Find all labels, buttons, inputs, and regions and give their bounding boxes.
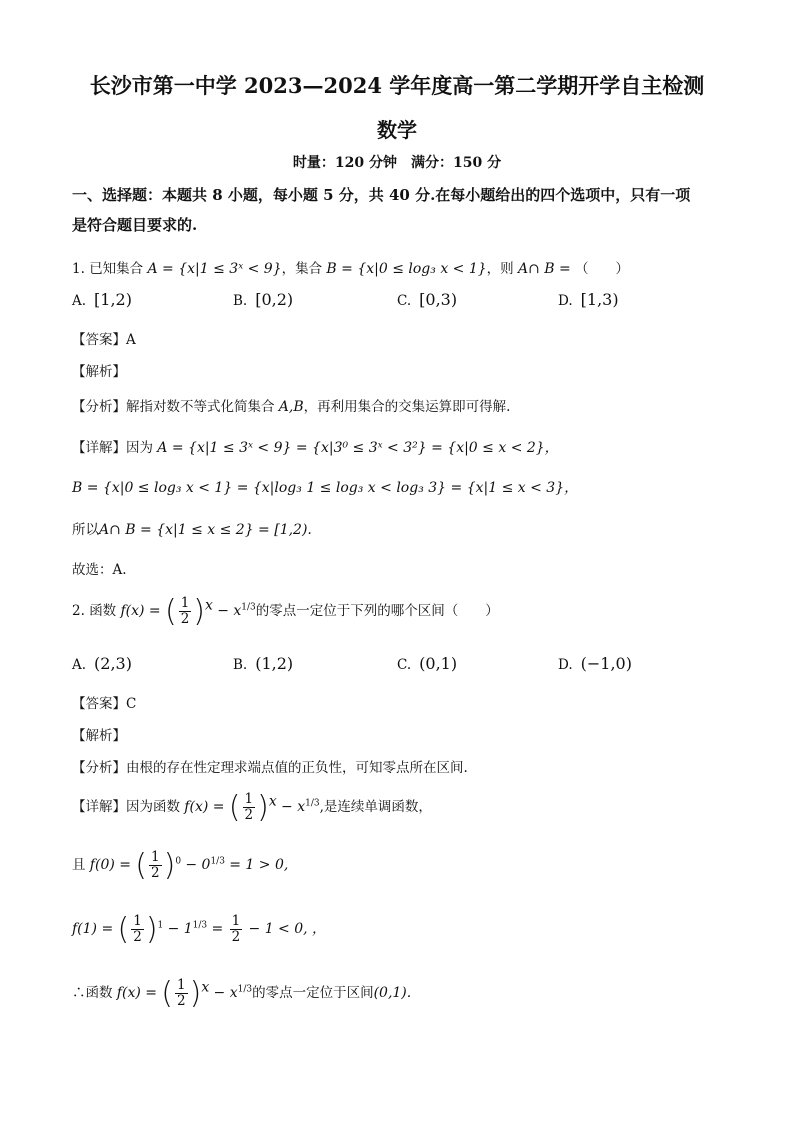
section-heading-line2: 是符合题目要求的. xyxy=(72,216,198,234)
q2-fenxi xyxy=(72,756,468,776)
q2-option-a[interactable] xyxy=(72,654,132,673)
option-letter: B. xyxy=(233,293,248,309)
q1-option-a[interactable] xyxy=(72,290,132,309)
fenxi-text: 由根的存在性定理求端点值的正负性，可知零点所在区间. xyxy=(126,760,468,776)
option-letter: C. xyxy=(397,657,412,673)
detail-math-end: − 1 < 0, ， xyxy=(248,921,327,937)
detail-label: 【详解】 xyxy=(72,440,126,456)
q1-option-d[interactable] xyxy=(558,290,619,309)
answer-label: 【答案】 xyxy=(72,332,126,348)
option-letter: D. xyxy=(558,293,573,309)
q1-stem xyxy=(72,257,629,277)
detail-text: ∴函数 xyxy=(72,985,113,1001)
q1-choose: 故选：A. xyxy=(72,562,127,578)
detail-text: 因为 xyxy=(126,440,153,456)
page-title: 长沙市第一中学 2023—2024 学年度高一第二学期开学自主检测 xyxy=(89,73,705,98)
q1-blank: （ ） xyxy=(575,261,630,277)
option-letter: D. xyxy=(558,657,573,673)
option-value: [1,2) xyxy=(94,290,132,309)
time-and-score: 时量：120 分钟 满分：150 分 xyxy=(292,155,502,171)
option-value: [0,3) xyxy=(419,290,458,309)
q1-fenxi xyxy=(72,395,510,415)
option-value: [0,2) xyxy=(255,290,294,309)
subject-title: 数学 xyxy=(377,118,417,142)
detail-text: 且 xyxy=(72,857,86,873)
q2-detail-line2: 且 f(0) = ( $\frac{1}{2}$ )$^0 - 0^{1/3} = 1 > 0$, xyxy=(72,848,289,883)
q2-suffix: 的零点一定位于下列的哪个区间（ ） xyxy=(255,603,499,619)
answer-value: A xyxy=(126,332,136,348)
detail-math: A = {x|1 ≤ 3ˣ < 9} = {x|3⁰ ≤ 3ˣ < 3²} = {x|0 ≤ x < 2}， xyxy=(157,440,559,456)
fenxi-label: 【分析】 xyxy=(72,399,126,415)
q1-detail-line3 xyxy=(72,518,312,538)
q2-detail-line3: f(1) = ( $\frac{1}{2}$ )$^1 - 1^{1/3}$ = $\frac{1}{2}$ − 1 < 0, ， xyxy=(72,912,327,947)
q1-detail-line2 xyxy=(72,477,578,497)
section-heading-line1: 一、选择题：本题共 8 小题，每小题 5 分，共 40 分.在每小题给出的四个选项中，只有一项 xyxy=(72,186,691,204)
detail-label: 【详解】 xyxy=(72,799,126,815)
fenxi-text: 解指对数不等式化简集合 xyxy=(126,399,275,415)
q1-mid: ，集合 xyxy=(281,261,323,277)
detail-interval: (0,1). xyxy=(373,985,412,1001)
q1-option-c[interactable] xyxy=(397,290,457,309)
q2-option-c[interactable] xyxy=(397,654,457,673)
option-letter: A. xyxy=(72,293,87,309)
option-letter: A. xyxy=(72,657,87,673)
q1-suffix: ，则 xyxy=(486,261,514,277)
q2-detail-line4: ∴函数 f(x) = ( $\frac{1}{2}$ )$^x - x^{1/3}$的零点一定位于区间(0,1). xyxy=(72,976,412,1011)
q2-detail-line1: 【详解】因为函数 f(x) = ( $\frac{1}{2}$ )$^x - x^{1/3}$,是连续单调函数， xyxy=(72,790,432,825)
q1-option-b[interactable] xyxy=(233,290,293,309)
option-value: (2,3) xyxy=(94,654,132,673)
q1-set-a: A = {x|1 ≤ 3ˣ < 9} xyxy=(147,261,282,277)
detail-func: f(x) = xyxy=(184,799,225,815)
detail-text-end: 的零点一定位于区间 xyxy=(252,985,374,1001)
q2-option-d[interactable] xyxy=(558,654,632,673)
q2-number: 2. xyxy=(72,603,85,619)
detail-math: A∩ B = {x|1 ≤ x ≤ 2} = [1,2). xyxy=(99,522,312,538)
q2-stem: 2. 函数 f(x) = ( $\frac{1}{2}$ )$^x - x^{1/3}$的零点一定位于下列的哪个区间（ ） xyxy=(72,594,499,629)
q2-prefix: 函数 xyxy=(89,603,117,619)
detail-text: 因为函数 xyxy=(126,799,180,815)
q2-func: f(x) = xyxy=(120,603,161,619)
q2-answer xyxy=(72,692,136,712)
fenxi-label: 【分析】 xyxy=(72,760,126,776)
q1-set-b: B = {x|0 ≤ log₃ x < 1} xyxy=(326,261,487,277)
q1-number: 1. xyxy=(72,261,85,277)
detail-text: 所以 xyxy=(72,522,99,538)
option-letter: C. xyxy=(397,293,412,309)
q1-analysis-label: 【解析】 xyxy=(72,364,126,380)
answer-label: 【答案】 xyxy=(72,696,126,712)
q1-answer xyxy=(72,328,136,348)
fenxi-sets: A,B xyxy=(278,399,304,415)
q1-detail-line1 xyxy=(72,436,559,457)
q2-analysis-label: 【解析】 xyxy=(72,728,126,744)
option-value: (1,2) xyxy=(255,654,294,673)
detail-text-end: 是连续单调函数， xyxy=(323,799,432,815)
option-value: [1,3) xyxy=(580,290,619,309)
answer-value: C xyxy=(126,696,137,712)
option-value: (−1,0) xyxy=(580,654,632,673)
option-value: (0,1) xyxy=(419,654,458,673)
fenxi-text-end: ，再利用集合的交集运算即可得解. xyxy=(303,399,511,415)
q2-option-b[interactable] xyxy=(233,654,293,673)
q1-expr: A∩ B = xyxy=(517,261,571,277)
q1-prefix: 已知集合 xyxy=(89,261,144,277)
detail-func: f(x) = xyxy=(116,985,157,1001)
detail-math-end: = 1 > 0, xyxy=(229,857,289,873)
detail-math: B = {x|0 ≤ log₃ x < 1} = {x|log₃ 1 ≤ log₃ x < log₃ 3} = {x|1 ≤ x < 3}， xyxy=(72,480,579,496)
option-letter: B. xyxy=(233,657,248,673)
